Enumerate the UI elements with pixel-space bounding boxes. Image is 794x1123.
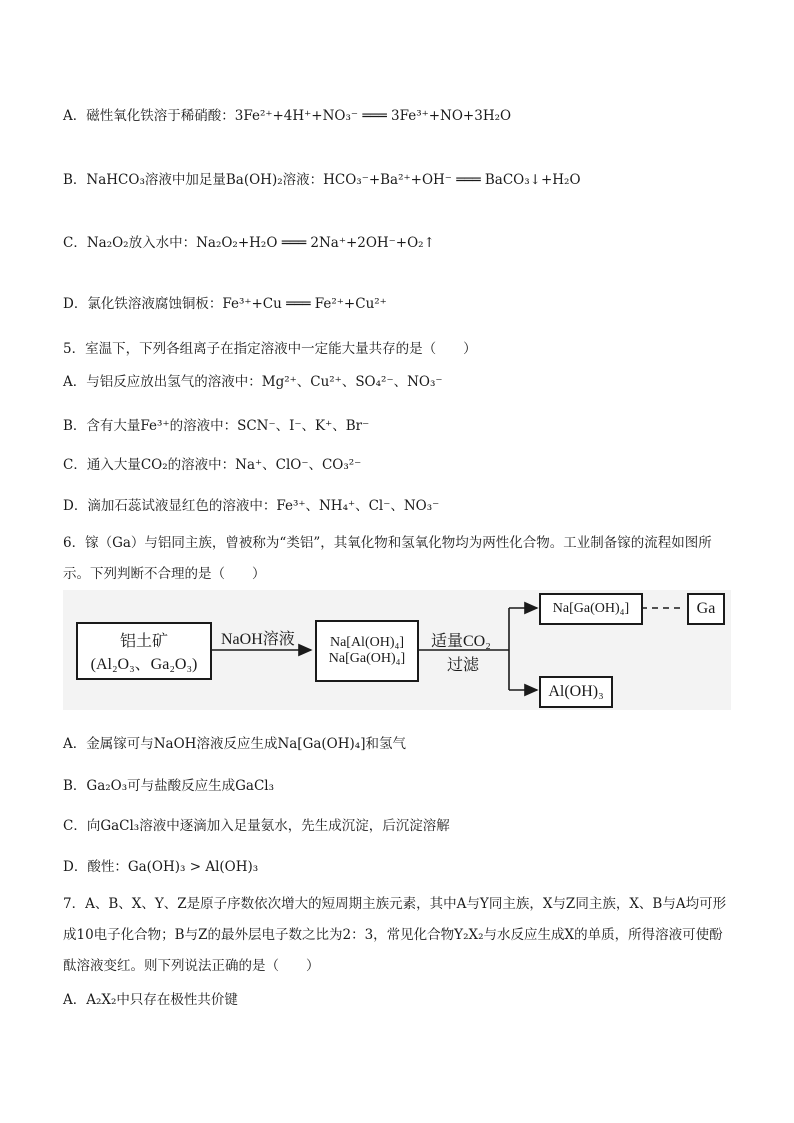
bauxite-label: 铝土矿 <box>119 633 168 650</box>
q6-option-a: A．金属镓可与NaOH溶液反应生成Na[Ga(OH)₄]和氢气 <box>63 736 406 752</box>
co2-label: 适量CO₂ <box>431 633 491 650</box>
q4-option-d: D．氯化铁溶液腐蚀铜板：Fe³⁺+Cu ═══ Fe²⁺+Cu²⁺ <box>63 296 387 312</box>
ga-box <box>687 593 725 625</box>
aluminate-box <box>315 620 419 682</box>
q5-option-b: B．含有大量Fe³⁺的溶液中：SCN⁻、I⁻、K⁺、Br⁻ <box>63 418 370 434</box>
q7-option-a: A．A₂X₂中只存在极性共价键 <box>63 992 238 1008</box>
aloh3-text: Al(OH)₃ <box>548 683 604 700</box>
al-aluminate: Na[Al(OH)₄] <box>329 635 405 650</box>
filter-label: 过滤 <box>447 657 480 674</box>
aloh3-box <box>539 676 613 708</box>
gallate-text: Na[Ga(OH)₄] <box>552 601 630 616</box>
q6-option-b: B．Ga₂O₃可与盐酸反应生成GaCl₃ <box>63 778 275 794</box>
ga-gallate: Na[Ga(OH)₄] <box>328 651 406 666</box>
q5-option-a: A．与铝反应放出氢气的溶液中：Mg²⁺、Cu²⁺、SO₄²⁻、NO₃⁻ <box>63 374 443 390</box>
q6-option-c: C．向GaCl₃溶液中逐滴加入足量氨水，先生成沉淀，后沉淀溶解 <box>63 818 450 834</box>
q5-option-d: D．滴加石蕊试液显红色的溶液中：Fe³⁺、NH₄⁺、Cl⁻、NO₃⁻ <box>63 498 440 514</box>
q4-option-c: C．Na₂O₂放入水中：Na₂O₂+H₂O ═══ 2Na⁺+2OH⁻+O₂↑ <box>63 235 435 251</box>
flow-diagram <box>63 590 731 710</box>
bauxite-formula: (Al₂O₃、Ga₂O₃) <box>90 656 198 673</box>
q5-stem: 5．室温下，下列各组离子在指定溶液中一定能大量共存的是（ ） <box>63 341 477 357</box>
q5-option-c: C．通入大量CO₂的溶液中：Na⁺、ClO⁻、CO₃²⁻ <box>63 457 362 473</box>
ga-text: Ga <box>696 600 716 617</box>
q7-stem: 7．A、B、X、Y、Z是原子序数依次增大的短周期主族元素，其中A与Y同主族，X与Z同主族，X、B与A均可形成10电子化合物；B与Z的最外层电子数之比为2：3，常见化合物Y₂X₂与水反应生成X的单质，所得溶液可使酚酞溶液变红。则下列说法正确的是（ ） <box>63 896 727 974</box>
bauxite-box <box>76 622 212 680</box>
q6-stem: 6．镓（Ga）与铝同主族，曾被称为“类铝”，其氧化物和氢氧化物均为两性化合物。工业制备镓的流程如图所示。下列判断不合理的是（ ） <box>63 535 712 582</box>
gallate-box <box>539 593 643 625</box>
q6-option-d: D．酸性：Ga(OH)₃ > Al(OH)₃ <box>63 859 259 875</box>
naoh-label: NaOH溶液 <box>221 631 295 648</box>
q4-option-b: B．NaHCO₃溶液中加足量Ba(OH)₂溶液：HCO₃⁻+Ba²⁺+OH⁻ ═══ BaCO₃↓+H₂O <box>63 172 581 188</box>
q4-option-a: A．磁性氧化铁溶于稀硝酸：3Fe²⁺+4H⁺+NO₃⁻ ═══ 3Fe³⁺+NO+3H₂O <box>63 108 512 124</box>
